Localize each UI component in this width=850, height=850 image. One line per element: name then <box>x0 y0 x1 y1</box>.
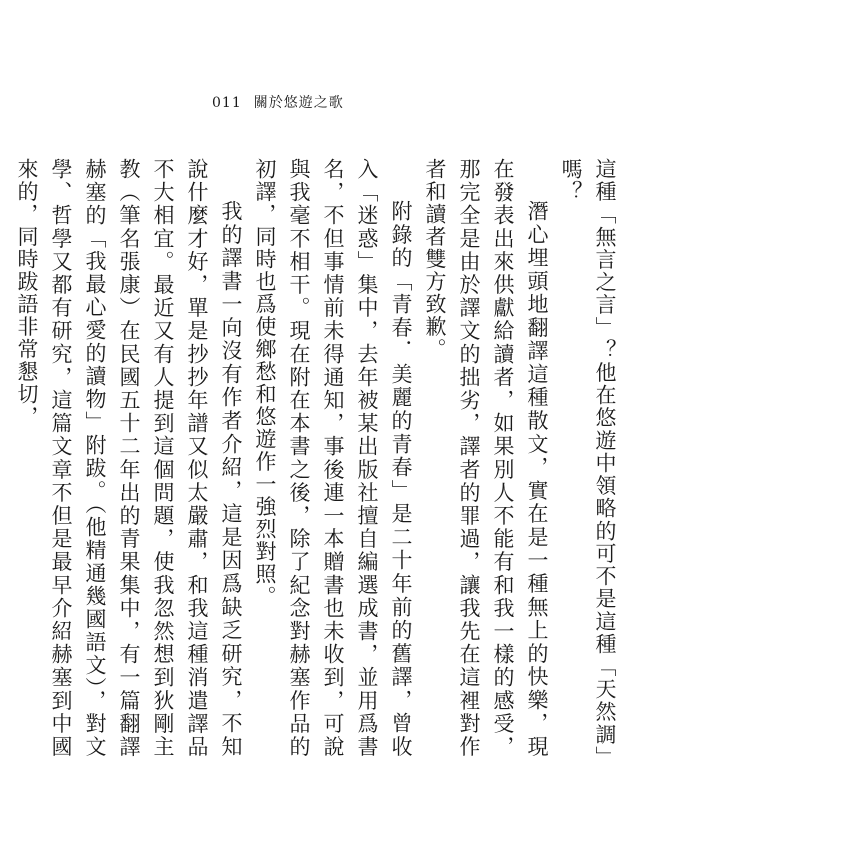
paragraph-appendix: 附錄的「青春．美麗的青春」是二十年前的舊譯，曾收入「迷惑」集中，去年被某出版社擅自編選成書，並用爲書名，不但事情前未得通知，事後連一本贈書也未收到，可說與我毫不相干。現在附在本書之後，除了紀念對赫塞作品的初譯，同時也爲使鄉愁和悠遊作一強烈對照。 <box>253 158 413 758</box>
page-number: 011 <box>212 95 242 111</box>
vertical-body-text <box>15 158 622 758</box>
running-header <box>212 92 344 112</box>
chapter-title: 關於悠遊之歌 <box>253 95 344 111</box>
paragraph-translation-joy: 潛心埋頭地翻譯這種散文，實在是一種無上的快樂，現在發表出來供獻給讀者，如果別人不能有和我一樣的感受，那完全是由於譯文的拙劣，譯者的罪過，讓我先在這裡對作者和讀者雙方致歉。 <box>423 158 549 758</box>
paragraph-author-introduction: 我的譯書一向沒有作者介紹，這是因爲缺乏研究，不知說什麼才好，單是抄抄年譜又似太嚴肅，和我這種消遣譯品不大相宜。最近又有人提到這個問題，使我忽然想到狄剛主教（筆名張康）在民國五十二年出的青果集中，有一篇翻譯赫塞的「我最心愛的讀物」附跋。（他精通幾國語文），對文學、哲學又都有研究，這篇文章不但是最早介紹赫塞到中國來的，同時跋語非常懇切， <box>15 158 243 758</box>
paragraph-continuation: 這種「無言之言」？他在悠遊中領略的可不是這種「天然調」嗎？ <box>559 158 617 758</box>
